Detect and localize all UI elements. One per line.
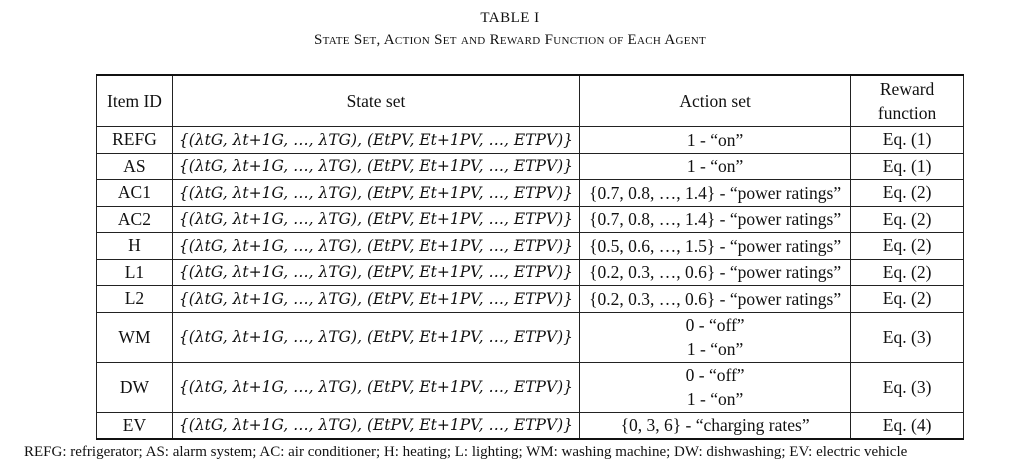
row-state-set: {(λtG, λt+1G, …, λTG), (EtPV, Et+1PV, …, ETPV)}: [172, 312, 579, 362]
action-line: {0.7, 0.8, …, 1.4} - “power ratings”: [589, 209, 842, 230]
action-line: {0.5, 0.6, …, 1.5} - “power ratings”: [589, 235, 842, 256]
row-action-set: [580, 180, 851, 207]
row-item-id: AC2: [97, 206, 173, 233]
table-row: [97, 412, 964, 439]
row-action-set: [580, 206, 851, 233]
row-action-set: [580, 127, 851, 154]
row-reward-function: Eq. (3): [851, 362, 964, 412]
row-action-set: [580, 233, 851, 260]
row-action-set: [580, 412, 851, 439]
row-state-set: {(λtG, λt+1G, …, λTG), (EtPV, Et+1PV, …, ETPV)}: [172, 412, 579, 439]
row-state-set: {(λtG, λt+1G, …, λTG), (EtPV, Et+1PV, …, ETPV)}: [172, 206, 579, 233]
table-row: [97, 233, 964, 260]
table-body: [97, 127, 964, 440]
row-item-id: L2: [97, 286, 173, 313]
row-reward-function: Eq. (4): [851, 412, 964, 439]
table-number: TABLE I: [480, 10, 540, 26]
header-item-id: Item ID: [97, 75, 173, 127]
row-item-id: H: [97, 233, 173, 260]
action-line: 1 - “on”: [686, 389, 744, 409]
row-reward-function: Eq. (1): [851, 153, 964, 180]
row-reward-function: Eq. (3): [851, 312, 964, 362]
table-row: [97, 312, 964, 362]
row-reward-function: Eq. (2): [851, 233, 964, 260]
row-state-set: {(λtG, λt+1G, …, λTG), (EtPV, Et+1PV, …, ETPV)}: [172, 153, 579, 180]
table-row: [97, 153, 964, 180]
row-reward-function: Eq. (1): [851, 127, 964, 154]
row-state-set: {(λtG, λt+1G, …, λTG), (EtPV, Et+1PV, …, ETPV)}: [172, 259, 579, 286]
header-state-set: State set: [172, 75, 579, 127]
action-line: 1 - “on”: [686, 156, 744, 177]
row-reward-function: Eq. (2): [851, 180, 964, 207]
row-reward-function: Eq. (2): [851, 206, 964, 233]
action-line: 0 - “off”: [685, 365, 745, 385]
table-row: [97, 206, 964, 233]
row-state-set: {(λtG, λt+1G, …, λTG), (EtPV, Et+1PV, …, ETPV)}: [172, 362, 579, 412]
row-action-set: [580, 312, 851, 362]
action-line: {0.2, 0.3, …, 0.6} - “power ratings”: [589, 262, 842, 283]
table-header-row: [97, 75, 964, 127]
table-row: [97, 362, 964, 412]
action-line: {0, 3, 6} - “charging rates”: [620, 415, 810, 436]
header-reward-function: [851, 75, 964, 127]
table-row: [97, 286, 964, 313]
row-item-id: AC1: [97, 180, 173, 207]
row-state-set: {(λtG, λt+1G, …, λTG), (EtPV, Et+1PV, …, ETPV)}: [172, 233, 579, 260]
row-action-set: [580, 362, 851, 412]
header-action-set: Action set: [580, 75, 851, 127]
row-action-set: [580, 153, 851, 180]
table-row: [97, 180, 964, 207]
row-item-id: EV: [97, 412, 173, 439]
row-action-set: [580, 259, 851, 286]
action-line: {0.7, 0.8, …, 1.4} - “power ratings”: [589, 182, 842, 203]
row-reward-function: Eq. (2): [851, 286, 964, 313]
row-item-id: AS: [97, 153, 173, 180]
row-state-set: {(λtG, λt+1G, …, λTG), (EtPV, Et+1PV, …, ETPV)}: [172, 286, 579, 313]
row-item-id: WM: [97, 312, 173, 362]
table-title: State Set, Action Set and Reward Function of Each Agent: [313, 32, 707, 48]
action-line: 1 - “on”: [686, 339, 744, 359]
row-state-set: {(λtG, λt+1G, …, λTG), (EtPV, Et+1PV, …, ETPV)}: [172, 127, 579, 154]
agent-table: [96, 74, 964, 440]
row-item-id: L1: [97, 259, 173, 286]
row-action-set: [580, 286, 851, 313]
row-item-id: DW: [97, 362, 173, 412]
table-row: [97, 259, 964, 286]
footnote: REFG: refrigerator; AS: alarm system; AC: air conditioner; H: heating; L: lighting; WM: washing machine; DW: dishwashing; EV: electric vehicle: [24, 444, 908, 460]
row-item-id: REFG: [97, 127, 173, 154]
action-line: 0 - “off”: [685, 315, 745, 335]
action-line: 1 - “on”: [686, 129, 744, 150]
table-row: [97, 127, 964, 154]
row-reward-function: Eq. (2): [851, 259, 964, 286]
header-reward-function-text: Reward function: [877, 79, 937, 123]
row-state-set: {(λtG, λt+1G, …, λTG), (EtPV, Et+1PV, …, ETPV)}: [172, 180, 579, 207]
action-line: {0.2, 0.3, …, 0.6} - “power ratings”: [589, 288, 842, 309]
